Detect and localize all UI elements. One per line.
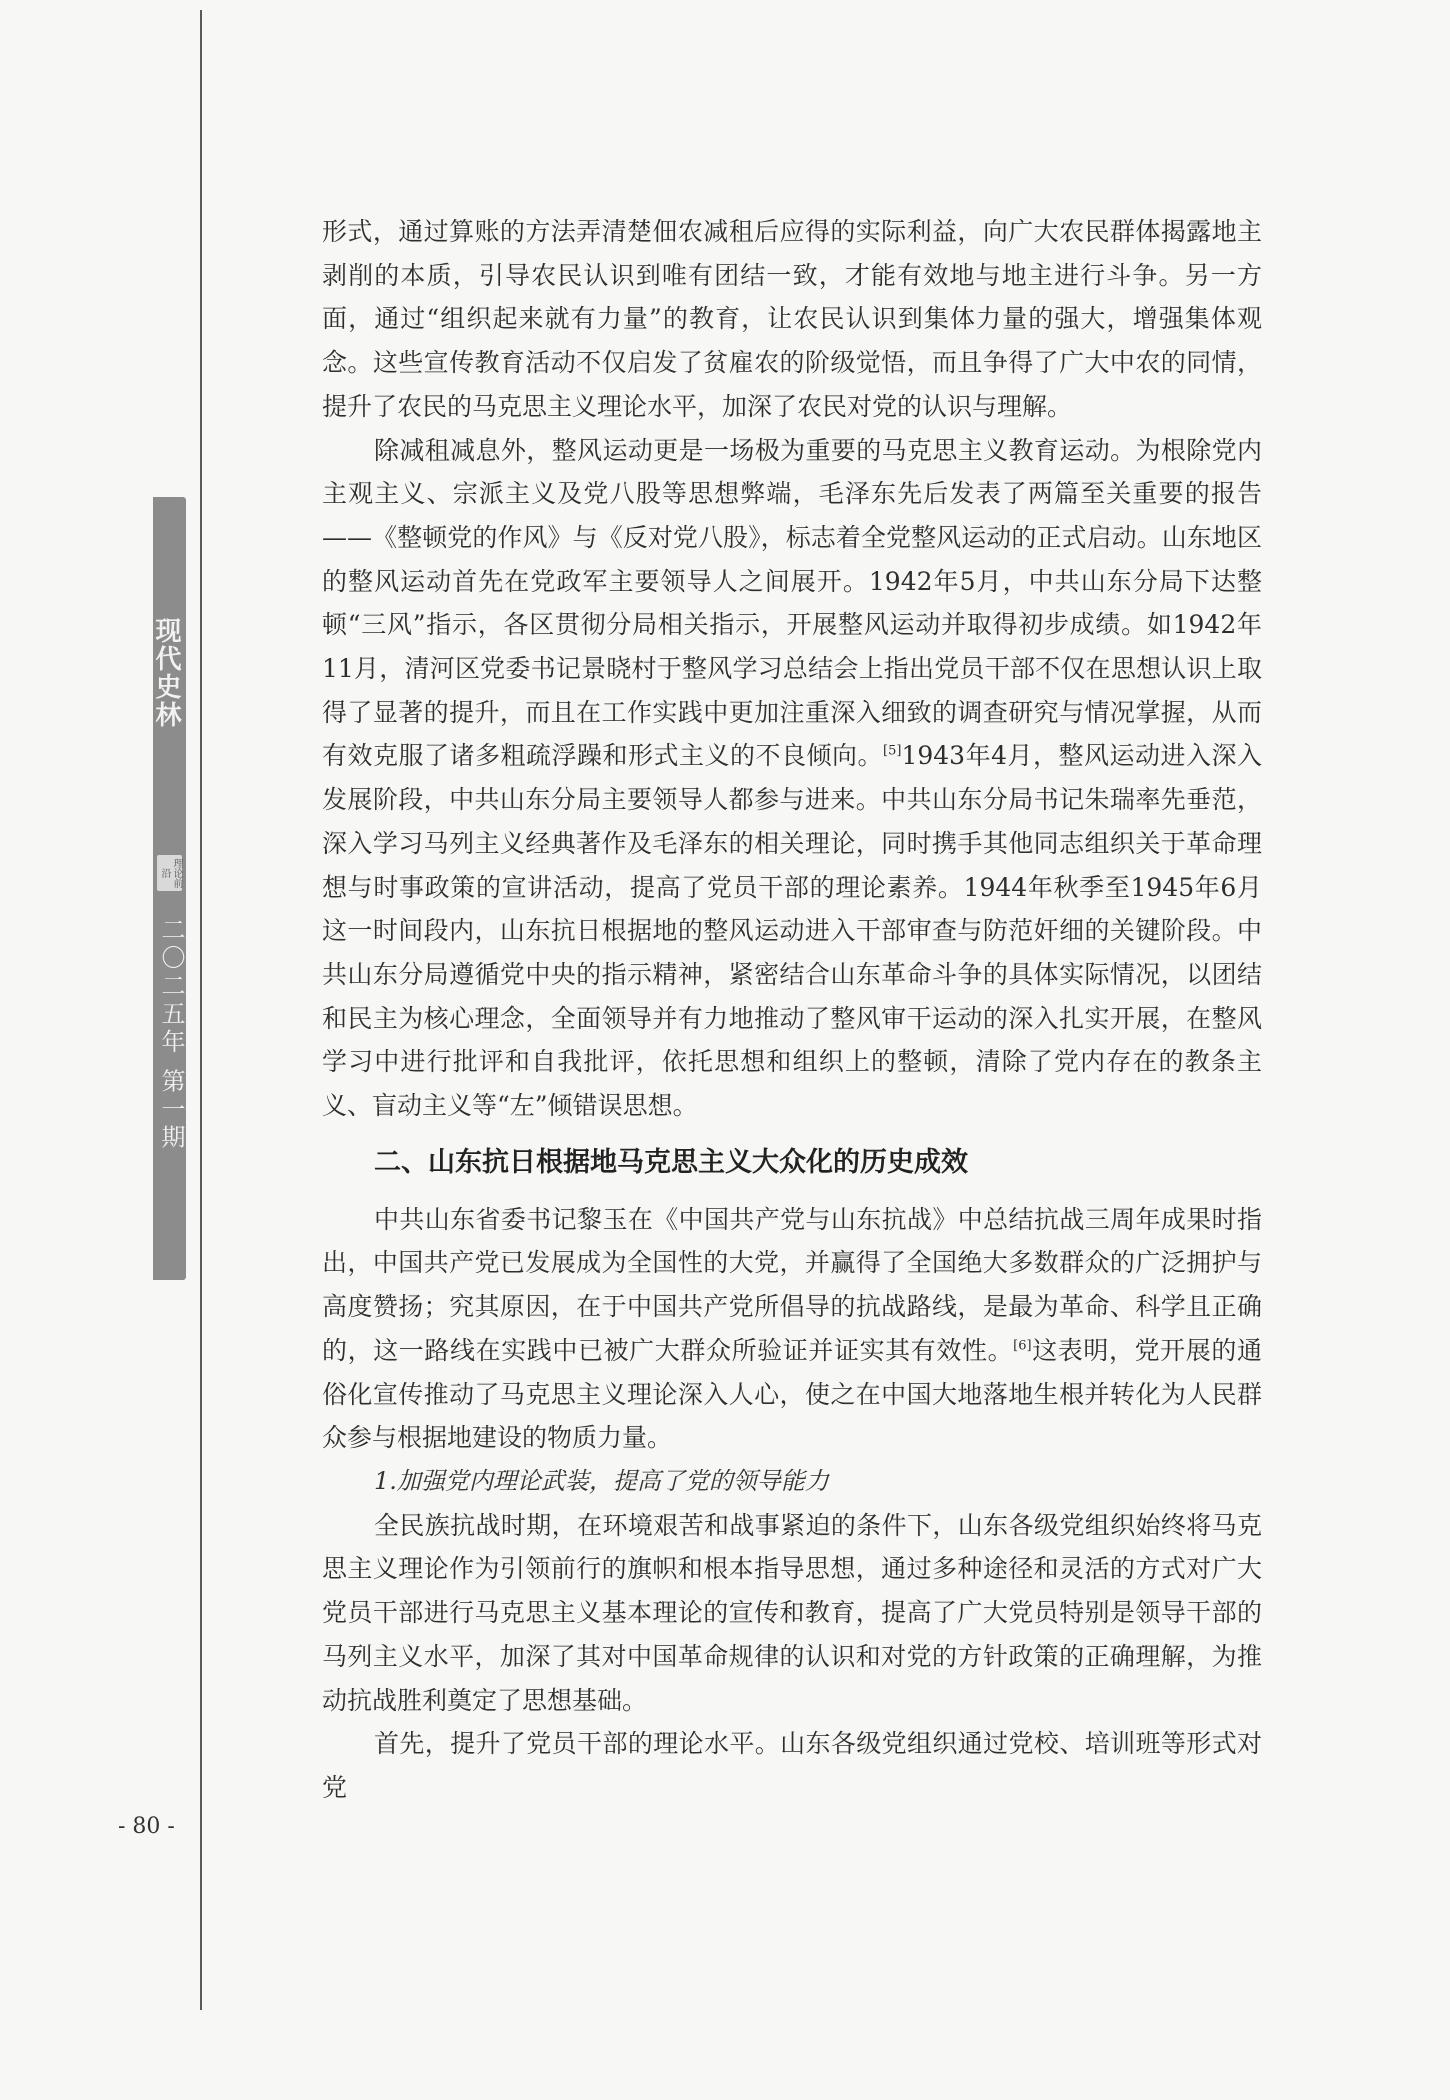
paragraph-3-part-a: 中共山东省委书记黎玉在《中国共产党与山东抗战》中总结抗战三周年成果时指出，中国共产党已发展成为全国性的大党，并赢得了全国绝大多数群众的广泛拥护与高度赞扬；究其原因，在于中国共产党所倡导的抗战路线，是最为革命、科学且正确的，这一路线在实践中已被广大群众所验证并证实其有效性。 (322, 1204, 1262, 1365)
paragraph-3 (322, 1198, 1262, 1460)
column-badge: 理论前沿 (157, 855, 182, 891)
paragraph-2 (322, 429, 1262, 1128)
paragraph-5: 首先，提升了党员干部的理论水平。山东各级党组织通过党校、培训班等形式对党 (322, 1729, 1262, 1802)
section-heading-2: 二、山东抗日根据地马克思主义大众化的历史成效 (374, 1146, 968, 1178)
issue-label: 二〇二五年 第一期 (157, 917, 185, 1153)
footnote-ref-5: [5] (883, 744, 902, 760)
page-number: - 80 - (118, 1814, 175, 1839)
paragraph-2-part-a: 除减租减息外，整风运动更是一场极为重要的马克思主义教育运动。为根除党内主观主义、宗派主义及党八股等思想弊端，毛泽东先后发表了两篇至关重要的报告——《整顿党的作风》与《反对党八股》，标志着全党整风运动的正式启动。山东地区的整风运动首先在党政军主要领导人之间展开。1942年5月，中共山东分局下达整顿“三风”指示，各区贯彻分局相关指示，开展整风运动并取得初步成绩。如1942年11月，清河区党委书记景晓村于整风学习总结会上指出党员干部不仅在思想认识上取得了显著的提升，而且在工作实践中更加注重深入细致的调查研究与情况掌握，从而有效克服了诸多粗疏浮躁和形式主义的不良倾向。 (322, 435, 1262, 771)
paragraph-2-part-b: 1943年4月，整风运动进入深入发展阶段，中共山东分局主要领导人都参与进来。中共山东分局书记朱瑞率先垂范，深入学习马列主义经典著作及毛泽东的相关理论，同时携手其他同志组织关于革命理想与时事政策的宣讲活动，提高了党员干部的理论素养。1944年秋季至1945年6月这一时间段内，山东抗日根据地的整风运动进入干部审查与防范奸细的关键阶段。中共山东分局遵循党中央的指示精神，紧密结合山东革命斗争的具体实际情况，以团结和民主为核心理念，全面领导并有力地推动了整风审干运动的深入扎实开展，在整风学习中进行批评和自我批评，依托思想和组织上的整顿，清除了党内存在的教条主义、盲动主义等“左”倾错误思想。 (322, 741, 1262, 1121)
journal-name: 现代史林 (151, 617, 181, 729)
paragraph-4: 全民族抗战时期，在环境艰苦和战事紧迫的条件下，山东各级党组织始终将马克思主义理论作为引领前行的旗帜和根本指导思想，通过多种途径和灵活的方式对广大党员干部进行马克思主义基本理论的宣传和教育，提高了广大党员特别是领导干部的马列主义水平，加深了其对中国革命规律的认识和对党的方针政策的正确理解，为推动抗战胜利奠定了思想基础。 (322, 1510, 1262, 1715)
subheading-1: 1.加强党内理论武装，提高了党的领导能力 (374, 1466, 829, 1495)
paragraph-3-part-b: 这表明，党开展的通俗化宣传推动了马克思主义理论深入人心，使之在中国大地落地生根并转化为人民群众参与根据地建设的物质力量。 (322, 1335, 1262, 1453)
journal-side-tab (153, 497, 186, 1280)
margin-rule (200, 10, 202, 2010)
footnote-ref-6: [6] (1013, 1338, 1032, 1354)
article-body (322, 210, 1262, 1810)
paragraph-1: 形式，通过算账的方法弄清楚佃农减租后应得的实际利益，向广大农民群体揭露地主剥削的本质，引导农民认识到唯有团结一致，才能有效地与地主进行斗争。另一方面，通过“组织起来就有力量”的教育，让农民认识到集体力量的强大，增强集体观念。这些宣传教育活动不仅启发了贫雇农的阶级觉悟，而且争得了广大中农的同情，提升了农民的马克思主义理论水平，加深了农民对党的认识与理解。 (322, 217, 1262, 421)
